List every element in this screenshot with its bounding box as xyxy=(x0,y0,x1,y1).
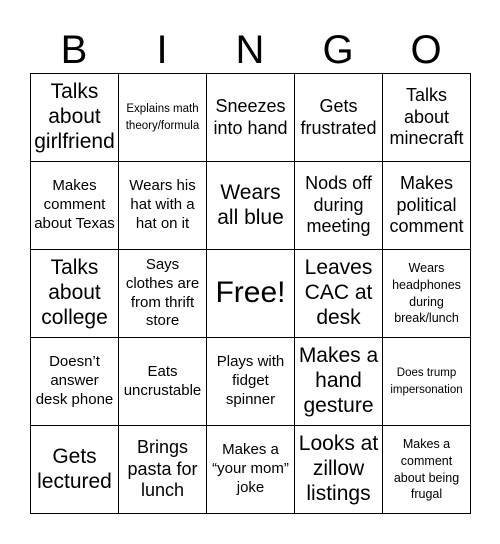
bingo-cell-r2-c4[interactable]: Nods off during meeting xyxy=(295,162,383,250)
bingo-header xyxy=(30,26,470,74)
bingo-cell-r2-c1[interactable]: Makes comment about Texas xyxy=(31,162,119,250)
bingo-grid xyxy=(30,73,471,514)
bingo-cell-r3-c2[interactable]: Says clothes are from thrift store xyxy=(119,250,207,338)
header-letter-g: G xyxy=(322,28,354,72)
bingo-cell-r3-c1[interactable]: Talks about college xyxy=(31,250,119,338)
bingo-cell-r2-c2[interactable]: Wears his hat with a hat on it xyxy=(119,162,207,250)
bingo-cell-r2-c3[interactable]: Wears all blue xyxy=(207,162,295,250)
bingo-cell-r4-c1[interactable]: Doesn’t answer desk phone xyxy=(31,338,119,426)
header-letter-o: O xyxy=(410,28,442,72)
bingo-cell-r5-c2[interactable]: Brings pasta for lunch xyxy=(119,426,207,514)
bingo-cell-r1-c3[interactable]: Sneezes into hand xyxy=(207,74,295,162)
bingo-cell-r5-c4[interactable]: Looks at zillow listings xyxy=(295,426,383,514)
bingo-cell-r1-c4[interactable]: Gets frustrated xyxy=(295,74,383,162)
bingo-cell-r4-c4[interactable]: Makes a hand gesture xyxy=(295,338,383,426)
bingo-cell-r1-c1[interactable]: Talks about girlfriend xyxy=(31,74,119,162)
bingo-cell-r5-c3[interactable]: Makes a “your mom” joke xyxy=(207,426,295,514)
bingo-cell-r5-c5[interactable]: Makes a comment about being frugal xyxy=(383,426,471,514)
bingo-cell-r3-c4[interactable]: Leaves CAC at desk xyxy=(295,250,383,338)
header-letter-i: I xyxy=(156,28,168,72)
bingo-cell-r2-c5[interactable]: Makes political comment xyxy=(383,162,471,250)
bingo-cell-r3-c5[interactable]: Wears headphones during break/lunch xyxy=(383,250,471,338)
header-letter-n: N xyxy=(235,28,265,72)
bingo-cell-r5-c1[interactable]: Gets lectured xyxy=(31,426,119,514)
bingo-cell-r4-c3[interactable]: Plays with fidget spinner xyxy=(207,338,295,426)
bingo-cell-r1-c5[interactable]: Talks about minecraft xyxy=(383,74,471,162)
header-letter-b: B xyxy=(60,28,88,72)
bingo-cell-r4-c5[interactable]: Does trump impersonation xyxy=(383,338,471,426)
bingo-cell-r4-c2[interactable]: Eats uncrustable xyxy=(119,338,207,426)
bingo-cell-free[interactable]: Free! xyxy=(207,250,295,338)
bingo-cell-r1-c2[interactable]: Explains math theory/formula xyxy=(119,74,207,162)
